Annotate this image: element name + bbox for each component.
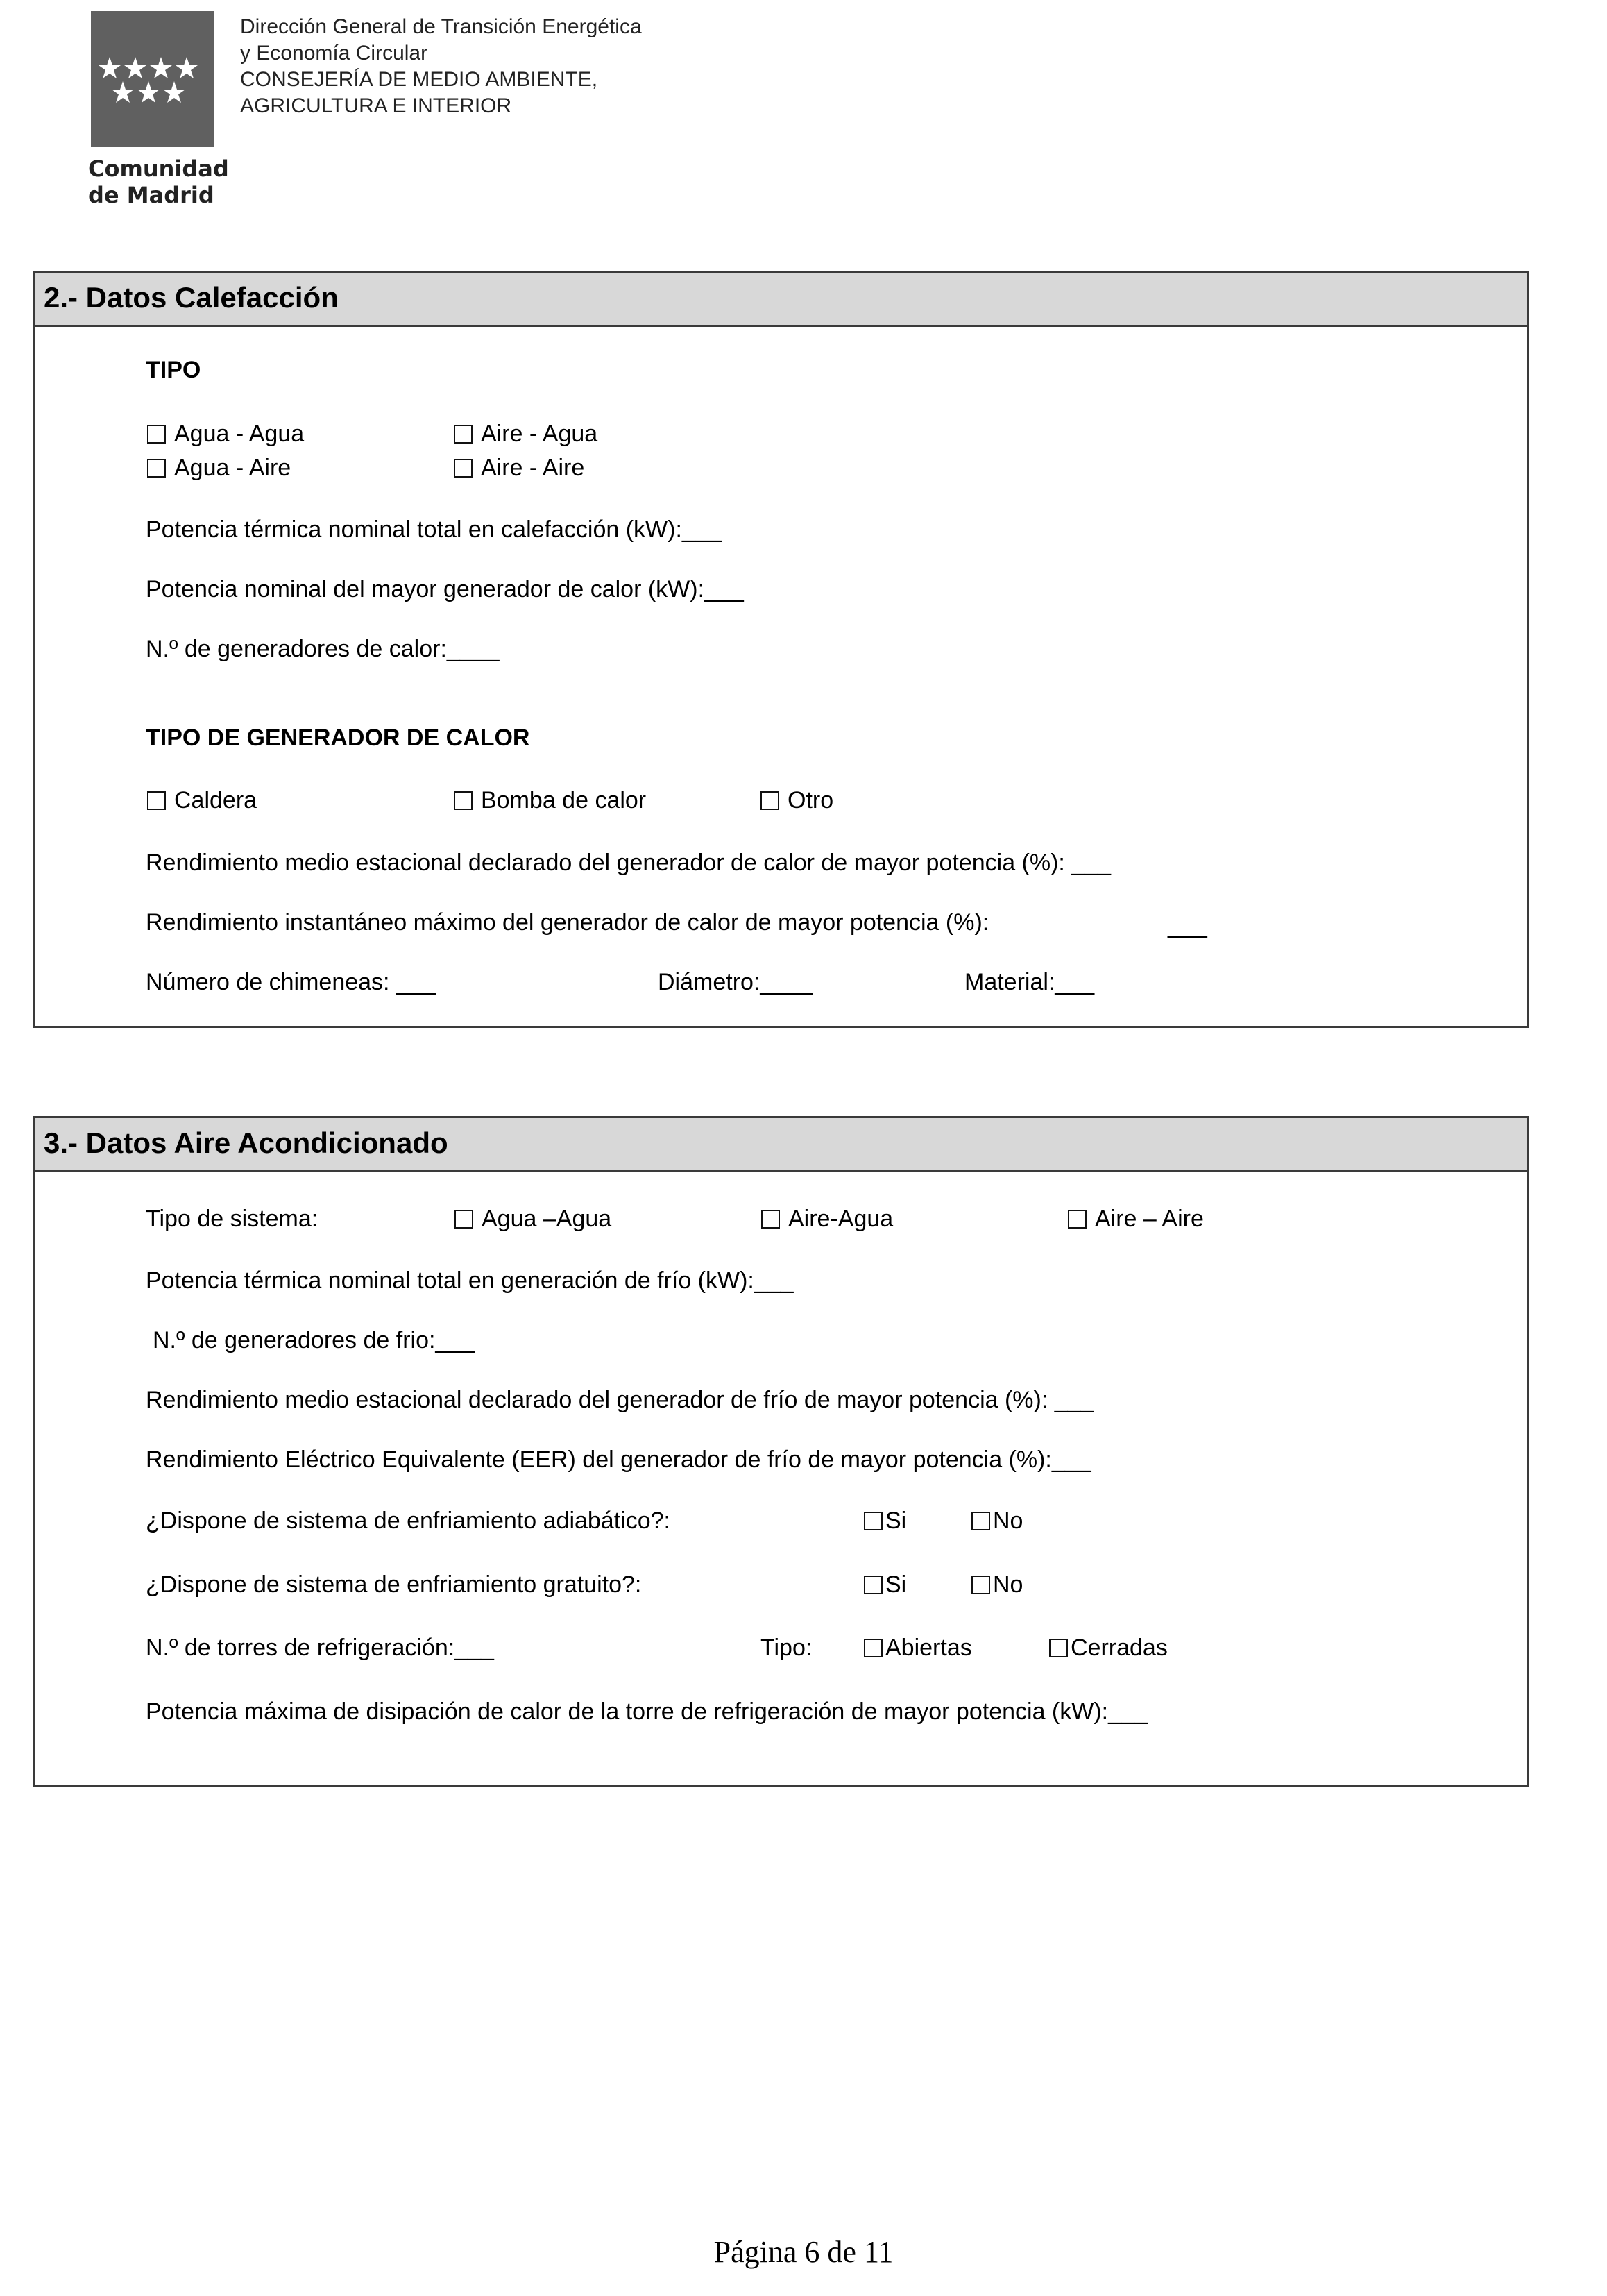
adiabatico-si[interactable] bbox=[864, 1507, 906, 1535]
checkbox[interactable] bbox=[971, 1576, 990, 1594]
option-caldera[interactable] bbox=[147, 786, 257, 814]
adiabatico-question: ¿Dispone de sistema de enfriamiento adiabático?: bbox=[146, 1508, 670, 1534]
agency-line-3: CONSEJERÍA DE MEDIO AMBIENTE, bbox=[240, 68, 598, 91]
potencia-mayor-field[interactable]: Potencia nominal del mayor generador de calor (kW):___ bbox=[146, 576, 744, 602]
option-label: Aire - Aire bbox=[481, 455, 585, 481]
checkbox[interactable] bbox=[454, 459, 473, 478]
option-label: No bbox=[993, 1571, 1023, 1598]
gratuito-question: ¿Dispone de sistema de enfriamiento gratuito?: bbox=[146, 1571, 642, 1598]
option-aire-agua-sistema[interactable] bbox=[761, 1205, 893, 1233]
agency-line-2: y Economía Circular bbox=[240, 42, 428, 65]
potencia-torre-field[interactable]: Potencia máxima de disipación de calor de la torre de refrigeración de mayor potencia (kW):___ bbox=[146, 1698, 1148, 1725]
option-label: Aire – Aire bbox=[1095, 1206, 1204, 1232]
logo-line-2: de Madrid bbox=[88, 182, 214, 208]
option-label: Cerradas bbox=[1071, 1635, 1168, 1661]
option-aire-aire[interactable] bbox=[454, 454, 584, 482]
potencia-frio-field[interactable]: Potencia térmica nominal total en generación de frío (kW):___ bbox=[146, 1267, 794, 1294]
section-header bbox=[35, 1118, 1527, 1172]
checkbox[interactable] bbox=[454, 1210, 473, 1229]
checkbox[interactable] bbox=[971, 1512, 990, 1530]
checkbox[interactable] bbox=[864, 1639, 883, 1657]
checkbox[interactable] bbox=[454, 791, 473, 810]
checkbox[interactable] bbox=[147, 425, 166, 444]
section-title: 2.- Datos Calefacción bbox=[44, 281, 339, 314]
option-label: Caldera bbox=[174, 787, 257, 813]
adiabatico-no[interactable] bbox=[971, 1507, 1023, 1535]
checkbox[interactable] bbox=[1068, 1210, 1087, 1229]
option-label: Aire - Agua bbox=[481, 421, 598, 447]
stars-icon bbox=[91, 11, 214, 147]
option-abiertas[interactable] bbox=[864, 1634, 972, 1662]
section-header bbox=[35, 273, 1527, 327]
checkbox[interactable] bbox=[147, 459, 166, 478]
checkbox[interactable] bbox=[864, 1512, 883, 1530]
option-label: Aire-Agua bbox=[788, 1206, 894, 1232]
option-cerradas[interactable] bbox=[1049, 1634, 1168, 1662]
torres-field[interactable]: N.º de torres de refrigeración:___ bbox=[146, 1635, 494, 1661]
agency-line-4: AGRICULTURA E INTERIOR bbox=[240, 94, 512, 117]
agency-line-1: Dirección General de Transición Energética bbox=[240, 15, 642, 38]
option-label: Otro bbox=[788, 787, 834, 813]
option-label: Agua - Agua bbox=[174, 421, 305, 447]
potencia-total-field[interactable]: Potencia térmica nominal total en calefacción (kW):___ bbox=[146, 516, 722, 543]
rend-estacional-frio-field[interactable]: Rendimiento medio estacional declarado del generador de frío de mayor potencia (%): ___ bbox=[146, 1387, 1094, 1413]
option-label: Si bbox=[885, 1571, 907, 1598]
agency-name bbox=[240, 14, 642, 119]
option-agua-aire[interactable] bbox=[147, 454, 291, 482]
diametro-field[interactable]: Diámetro:____ bbox=[658, 969, 813, 995]
option-aire-aire-sistema[interactable] bbox=[1068, 1205, 1204, 1233]
torres-tipo-label: Tipo: bbox=[760, 1635, 813, 1661]
logo-line-1: Comunidad bbox=[88, 155, 229, 182]
rend-instantaneo-blank[interactable]: ___ bbox=[1168, 912, 1207, 938]
option-label: Agua –Agua bbox=[482, 1206, 612, 1232]
checkbox[interactable] bbox=[761, 1210, 780, 1229]
rend-instantaneo-label: Rendimiento instantáneo máximo del generador de calor de mayor potencia (%): bbox=[146, 909, 989, 936]
comunidad-de-madrid-logo bbox=[91, 11, 214, 147]
gratuito-no[interactable] bbox=[971, 1571, 1023, 1598]
tipo-generador-label: TIPO DE GENERADOR DE CALOR bbox=[146, 725, 530, 751]
option-agua-agua[interactable] bbox=[147, 420, 304, 448]
tipo-label: TIPO bbox=[146, 357, 201, 383]
checkbox[interactable] bbox=[147, 791, 166, 810]
checkbox[interactable] bbox=[454, 425, 473, 444]
option-bomba-de-calor[interactable] bbox=[454, 786, 646, 814]
section-title: 3.- Datos Aire Acondicionado bbox=[44, 1126, 448, 1159]
material-field[interactable]: Material:___ bbox=[964, 969, 1095, 995]
option-label: Bomba de calor bbox=[481, 787, 647, 813]
option-label: Si bbox=[885, 1508, 907, 1534]
logo-wordmark bbox=[88, 155, 229, 208]
n-generadores-frio-field[interactable]: N.º de generadores de frio:___ bbox=[153, 1327, 475, 1353]
option-label: Agua - Aire bbox=[174, 455, 291, 481]
option-label: Abiertas bbox=[885, 1635, 972, 1661]
option-agua-agua-sistema[interactable] bbox=[454, 1205, 611, 1233]
rend-estacional-field[interactable]: Rendimiento medio estacional declarado del generador de calor de mayor potencia (%): ___ bbox=[146, 850, 1112, 876]
page-number: Página 6 de 11 bbox=[713, 2235, 894, 2269]
option-aire-agua[interactable] bbox=[454, 420, 597, 448]
checkbox[interactable] bbox=[864, 1576, 883, 1594]
gratuito-si[interactable] bbox=[864, 1571, 906, 1598]
option-label: No bbox=[993, 1508, 1023, 1534]
eer-field[interactable]: Rendimiento Eléctrico Equivalente (EER) del generador de frío de mayor potencia (%):___ bbox=[146, 1446, 1091, 1473]
checkbox[interactable] bbox=[1049, 1639, 1068, 1657]
chimeneas-field[interactable]: Número de chimeneas: ___ bbox=[146, 969, 436, 995]
tipo-sistema-label: Tipo de sistema: bbox=[146, 1206, 318, 1232]
n-generadores-field[interactable]: N.º de generadores de calor:____ bbox=[146, 636, 500, 662]
option-otro[interactable] bbox=[760, 786, 833, 814]
checkbox[interactable] bbox=[760, 791, 779, 810]
